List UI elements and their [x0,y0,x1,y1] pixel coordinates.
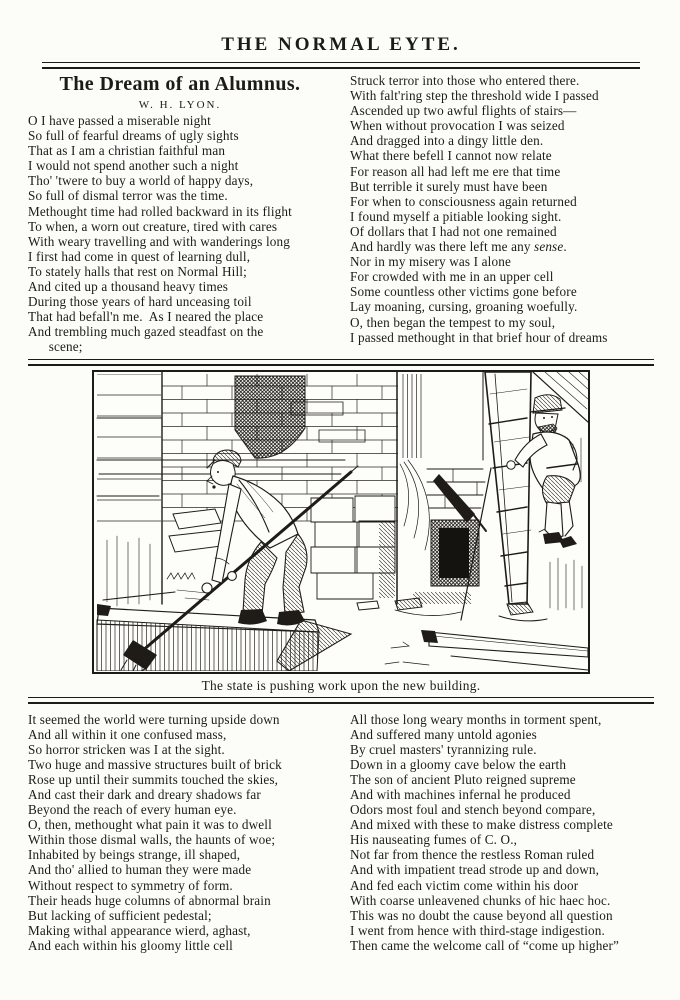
column-bottom-right [350,712,654,954]
poem-line: Not far from thence the restless Roman ruled [350,847,595,863]
poem-line: Nor in my misery was I alone [350,254,511,270]
poem-line: His nauseating fumes of C. O., [350,832,518,848]
poem-line: And cited up a thousand heavy times [28,279,229,295]
poem-line: But terrible it surely must have been [350,178,548,194]
poem-line: Tho' 'twere to buy a world of happy days, [28,173,254,189]
poem-line: O, then began the tempest to my soul, [350,314,556,330]
poem-line: Ascended up two awful flights of stairs— [350,103,577,119]
poem-line: And trembling much gazed steadfast on the [28,324,264,340]
poem-line: I found myself a pitiable looking sight. [350,208,562,224]
poem-line: Down in a gloomy cave below the earth [350,756,567,772]
poem-line: It seemed the world were turning upside down [28,711,280,727]
poem-line: And with impatient tread strode up and down, [350,862,600,878]
masthead-double-rule [42,62,640,69]
masthead: THE NORMAL EYTE. [221,34,461,55]
poem-line: For crowded with me in an upper cell [350,269,554,285]
column-top-right [350,73,654,355]
poem-line: O I have passed a miserable night [28,113,211,128]
poem-line: With coarse unleavened chunks of hic haec hoc. [350,892,611,908]
poem-line: And mixed with these to make distress complete [350,817,613,833]
poem-line: The son of ancient Pluto reigned supreme [350,771,576,787]
poem-line: And fed each victim come within his door [350,877,579,893]
poem-line: And with machines infernal he produced [350,786,571,802]
poem-line: This was no doubt the cause beyond all question [350,907,613,923]
column-bottom-left [28,712,332,954]
poem-line: So horror stricken was I at the sight. [28,741,225,757]
poem-line: That as I am a christian faithful man [28,143,226,159]
poem-line: Without respect to symmetry of form. [28,877,233,893]
poem-line: I passed methought in that brief hour of dreams [350,329,608,345]
poem-line: I first had come in quest of learning dull, [28,248,251,264]
poem-lines-top-right [350,73,654,345]
poem-lines-top-left [28,113,332,355]
illustration-caption: The state is pushing work upon the new building. [201,677,481,693]
construction-illustration [95,372,588,671]
poem-line: Then came the welcome call of “come up higher” [350,937,620,953]
poem-line: Their heads huge columns of abnormal brain [28,892,271,908]
poem-line: scene; [28,339,83,355]
poem-line: And dragged into a dingy little den. [350,133,544,149]
poem-line: Odors most foul and stench beyond compare, [350,802,596,818]
poem-line: To when, a worn out creature, tired with cares [28,218,278,234]
poem-line: And hardly was there left me any sense. [350,239,567,255]
poem-line: And each within his gloomy little cell [28,937,233,953]
poem-line: What there befell I cannot now relate [350,148,552,164]
poem-line: So full of fearful dreams of ugly sights [28,128,239,144]
poem-lines-bottom-left [28,712,332,954]
illustration-frame [92,370,590,674]
poem-line: With falt'ring step the threshold wide I passed [350,88,599,104]
poem-line: Making withal appearance wierd, aghast, [28,922,251,938]
poem-line: Rose up until their summits touched the skies, [28,771,279,787]
poem-line: When without provocation I was seized [350,118,565,134]
poem-line: Struck terror into those who entered there. [350,73,580,88]
poem-line: During those years of hard unceasing toil [28,294,252,310]
poem-line: Of dollars that I had not one remained [350,223,557,239]
poem-line: All those long weary months in torment spent, [350,711,602,727]
poem-line: Methought time had rolled backward in its flight [28,203,292,219]
poem-line: By cruel masters' tyrannizing rule. [350,741,537,757]
poem-line: I went from hence with third-stage indigestion. [350,922,605,938]
section-double-rule-top [28,359,654,366]
section-double-rule-bottom [28,697,654,704]
poem-top-section [28,73,654,355]
column-top-left [28,73,332,355]
poem-line: Two huge and massive structures built of brick [28,756,282,772]
poem-lines-bottom-right [350,712,654,954]
poem-line: For when to consciousness again returned [350,193,577,209]
poem-line: That had befall'n me. As I neared the place [28,309,264,325]
poem-line: Lay moaning, cursing, groaning woefully. [350,299,578,315]
poem-line: With weary travelling and with wanderings long [28,233,290,249]
poem-line: And suffered many untold agonies [350,726,537,742]
poem-line: I would not spend another such a night [28,158,239,174]
illustration-figure [28,370,654,694]
article-byline: W. H. LYON. [138,99,222,111]
poem-line: And cast their dark and dreary shadows far [28,786,261,802]
poem-bottom-section [28,712,654,954]
poem-line: To stately halls that rest on Normal Hill; [28,263,247,279]
poem-line: O, then, methought what pain it was to dwell [28,817,272,833]
poem-line: Inhabited by beings strange, ill shaped, [28,847,241,863]
poem-line: And all within it one confused mass, [28,726,227,742]
poem-line: And tho' allied to human they were made [28,862,252,878]
poem-line: Beyond the reach of every human eye. [28,802,237,818]
poem-line: So full of dismal terror was the time. [28,188,228,204]
poem-line: Within those dismal walls, the haunts of woe; [28,832,276,848]
poem-line: For reason all had left me ere that time [350,163,561,179]
poem-line: Some countless other victims gone before [350,284,577,300]
article-title: The Dream of an Alumnus. [59,73,301,95]
poem-line: But lacking of sufficient pedestal; [28,907,212,923]
